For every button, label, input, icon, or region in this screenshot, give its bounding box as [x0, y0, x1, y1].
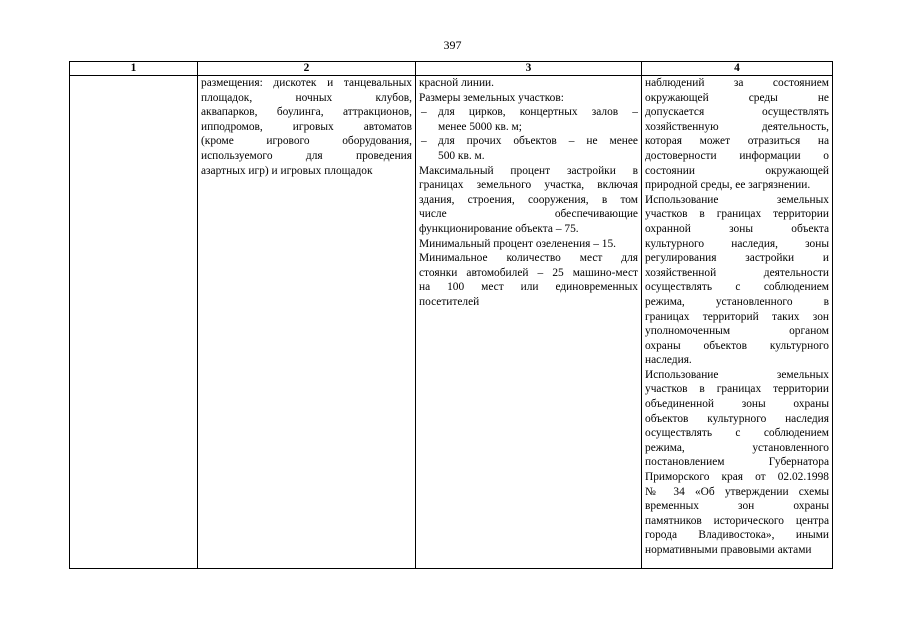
- cell-col3: [416, 76, 642, 569]
- dash-marker: –: [421, 106, 427, 119]
- text-line: Максимальный процент застройки в: [419, 164, 638, 177]
- text-line: хозяйственной деятельности: [645, 266, 829, 279]
- cell-col2: [198, 76, 416, 569]
- text-line: функционирование объекта – 75.: [419, 222, 579, 235]
- text-line: границах территорий таких зон: [645, 310, 829, 323]
- text-line: культурного наследия, зоны: [645, 237, 829, 250]
- text-line: объектов культурного наследия: [645, 412, 829, 425]
- text-line: Приморского края от 02.02.1998: [645, 471, 829, 484]
- text-line: окружающей среды не: [645, 91, 829, 104]
- list-item: [419, 105, 638, 134]
- text-line: красной линии.: [419, 77, 494, 89]
- text-line: Использование земельных: [645, 368, 829, 381]
- text-line: здания, строения, сооружения, в том: [419, 193, 638, 206]
- cell-col4: [642, 76, 833, 569]
- text-line: числе обеспечивающие: [419, 208, 638, 221]
- text-line: участков в границах территории: [645, 208, 829, 221]
- text-line: постановлением Губернатора: [645, 456, 829, 469]
- text-line: менее 5000 кв. м;: [438, 120, 522, 133]
- header-row: [70, 62, 833, 76]
- text-line: которая может отразиться на: [645, 135, 829, 148]
- text-line: временных зон охраны: [645, 500, 829, 513]
- text-line: 500 кв. м.: [438, 149, 485, 162]
- text-line: памятников исторического центра: [645, 514, 829, 527]
- cell-col1: [70, 76, 198, 569]
- text-line: режима, установленного: [645, 441, 829, 454]
- text-line: границах земельного участка, включая: [419, 179, 638, 192]
- text-line: осуществлять с соблюдением: [645, 281, 829, 294]
- text-line: достоверности информации о: [645, 149, 829, 162]
- text-line: для прочих объектов – не менее: [438, 135, 638, 148]
- text-line: допускается осуществлять: [645, 106, 829, 119]
- regulations-table: [69, 61, 833, 569]
- text-line: посетителей: [419, 295, 480, 308]
- text-line: наблюдений за состоянием: [645, 77, 829, 89]
- text-line: используемого для проведения: [201, 149, 412, 162]
- text-line: аквапарков, боулинга, аттракционов,: [201, 106, 412, 119]
- text-line: ипподромов, игровых автоматов: [201, 120, 412, 133]
- text-line: природной среды, ее загрязнении.: [645, 179, 811, 192]
- text-line: (кроме игрового оборудования,: [201, 135, 412, 148]
- dash-marker: –: [421, 135, 427, 148]
- text-line: охраны объектов культурного: [645, 339, 829, 352]
- text-line: наследия.: [645, 354, 692, 367]
- column-header-3: 3: [416, 62, 642, 76]
- column-header-1: 1: [70, 62, 198, 76]
- text-line: для цирков, концертных залов –: [438, 106, 638, 119]
- text-line: осуществлять с соблюдением: [645, 427, 829, 440]
- text-line: нормативными правовыми актами: [645, 544, 812, 556]
- text-line: регулирования застройки и: [645, 252, 829, 265]
- text-line: на 100 мест или единовременных: [419, 281, 638, 294]
- text-line: Использование земельных: [645, 193, 829, 206]
- text-line: Минимальное количество мест для: [419, 252, 638, 265]
- text-line: стоянки автомобилей – 25 машино-мест: [419, 266, 638, 279]
- text-line: охранной зоны объекта: [645, 222, 829, 235]
- text-line: города Владивостока», иными: [645, 529, 829, 542]
- text-line: размещения: дискотек и танцевальных: [201, 77, 412, 89]
- text-line: Минимальный процент озеленения – 15.: [419, 237, 617, 250]
- text-line: участков в границах территории: [645, 383, 829, 396]
- text-line: объединенной зоны охраны: [645, 398, 829, 411]
- text-line: площадок, ночных клубов,: [201, 91, 412, 104]
- text-line: № 34 «Об утверждении схемы: [645, 485, 829, 498]
- text-line: режима, установленного в: [645, 295, 829, 308]
- text-line: Размеры земельных участков:: [419, 91, 564, 104]
- text-line: хозяйственную деятельность,: [645, 120, 829, 133]
- page-number: 397: [443, 38, 462, 52]
- list-item: [419, 134, 638, 163]
- table-row: [70, 76, 833, 569]
- text-line: азартных игр) и игровых площадок: [201, 164, 373, 177]
- text-line: состоянии окружающей: [645, 164, 829, 177]
- column-header-4: 4: [642, 62, 833, 76]
- column-header-2: 2: [198, 62, 416, 76]
- text-line: уполномоченным органом: [645, 325, 829, 338]
